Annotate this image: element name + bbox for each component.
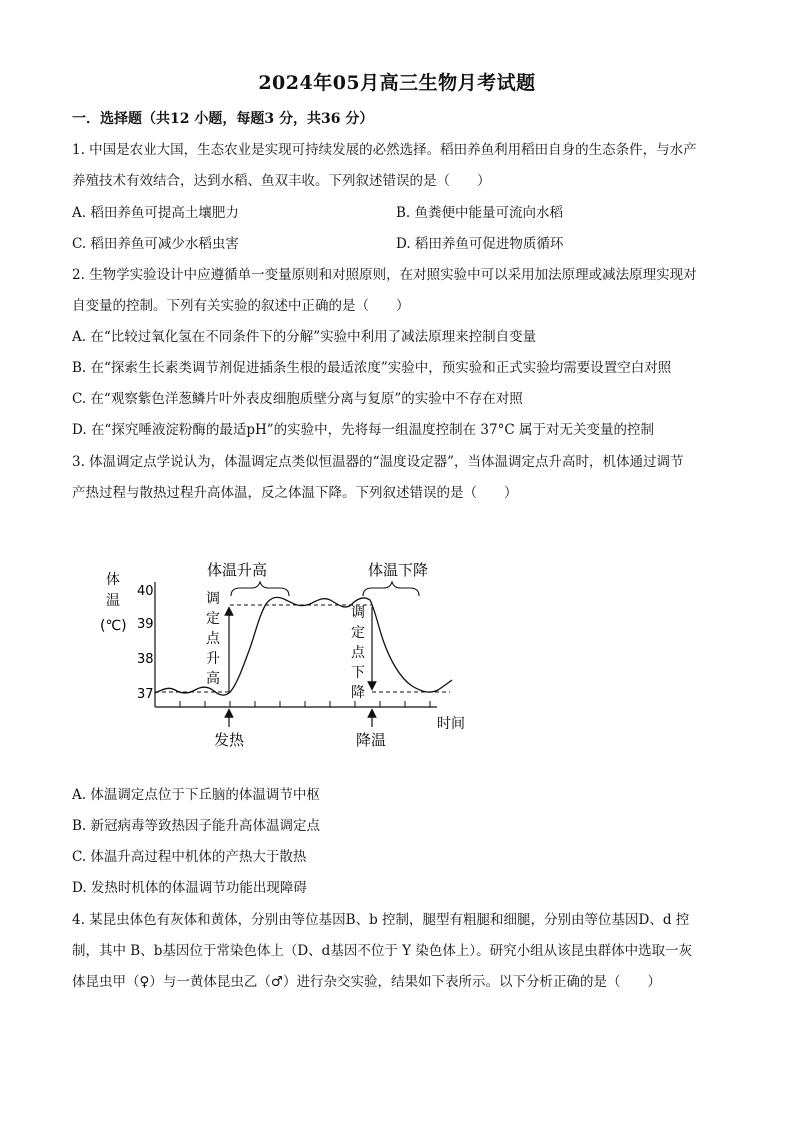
q3-option-b: B. 新冠病毒等致热因子能升高体温调定点 xyxy=(72,818,321,834)
setpoint-down-label xyxy=(351,605,366,701)
setpoint-down-char: 点 xyxy=(351,645,365,661)
y-unit-label: (℃) xyxy=(100,618,127,634)
q2-option-d: D. 在“探究唾液淀粉酶的最适pH”的实验中，先将每一组温度控制在 37°C 属于对无关变量的控制 xyxy=(72,422,654,438)
y-tick-38: 38 xyxy=(137,652,154,667)
q1-option-b: B. 鱼粪便中能量可流向水稻 xyxy=(396,205,564,221)
q4-stem-line1: 4. 某昆虫体色有灰体和黄体，分别由等位基因B、b 控制，腿型有粗腿和细腿，分别由等位基因D、d 控 xyxy=(72,912,690,928)
setpoint-up-char: 点 xyxy=(206,631,220,647)
q2-option-b: B. 在“探索生长素类调节剂促进插条生根的最适浓度”实验中，预实验和正式实验均需要设置空白对照 xyxy=(72,360,672,376)
section-header: 一．选择题（共12 小题，每题3 分，共36 分） xyxy=(72,111,374,127)
rise-brace xyxy=(231,582,289,596)
q3-option-d: D. 发热时机体的体温调节功能出现障碍 xyxy=(72,880,307,896)
q3-option-a: A. 体温调定点位于下丘脑的体温调节中枢 xyxy=(72,787,320,803)
q4-stem-line3: 体昆虫甲（♀）与一黄体昆虫乙（♂）进行杂交实验，结果如下表所示。以下分析正确的是（ ） xyxy=(72,974,661,990)
fall-brace-label: 体温下降 xyxy=(368,561,429,579)
x-axis-ticks xyxy=(180,701,430,707)
setpoint-up-char: 高 xyxy=(206,671,220,687)
setpoint-down-char: 降 xyxy=(351,685,365,701)
setpoint-up-label xyxy=(206,591,221,687)
y-label-char-2: 温 xyxy=(106,593,120,609)
q3-stem-line2: 产热过程与散热过程升高体温，反之体温下降。下列叙述错误的是（ ） xyxy=(72,485,518,501)
setpoint-up-char: 调 xyxy=(206,591,220,607)
y-tick-37: 37 xyxy=(137,687,154,702)
q1-stem-line2: 养殖技术有效结合，达到水稻、鱼双丰收。下列叙述错误的是（ ） xyxy=(72,173,491,189)
setpoint-down-char: 下 xyxy=(351,665,365,681)
y-label-char-1: 体 xyxy=(106,572,120,588)
y-tick-40: 40 xyxy=(137,584,154,599)
q1-option-d: D. 稻田养鱼可促进物质循环 xyxy=(396,236,564,252)
setpoint-up-char: 升 xyxy=(206,651,220,667)
q2-stem-line1: 2. 生物学实验设计中应遵循单一变量原则和对照原则，在对照实验中可以采用加法原理或减法原理实现对 xyxy=(72,267,697,283)
q3-option-c: C. 体温升高过程中机体的产热大于散热 xyxy=(72,849,307,865)
y-tick-39: 39 xyxy=(137,617,154,632)
x-axis-label: 时间 xyxy=(437,716,465,732)
fall-brace xyxy=(363,582,419,596)
page-title: 2024年05月高三生物月考试题 xyxy=(258,72,536,94)
q4-stem-line2: 制，其中 B、b基因位于常染色体上（D、d基因不位于 Y 染色体上）。研究小组从该昆虫群体中选取一灰 xyxy=(72,943,693,959)
temperature-curve xyxy=(155,597,452,695)
fever-marker-label: 发热 xyxy=(214,731,245,749)
setpoint-up-char: 定 xyxy=(206,611,220,627)
q2-stem-line2: 自变量的控制。下列有关实验的叙述中正确的是（ ） xyxy=(72,298,410,314)
q2-option-a: A. 在“比较过氧化氢在不同条件下的分解”实验中利用了减法原理来控制自变量 xyxy=(72,329,537,345)
rise-brace-label: 体温升高 xyxy=(207,561,268,579)
setpoint-down-char: 定 xyxy=(351,625,365,641)
q3-stem-line1: 3. 体温调定点学说认为，体温调定点类似恒温器的“温度设定器”，当体温调定点升高时，机体通过调节 xyxy=(72,454,684,470)
setpoint-down-char: 调 xyxy=(351,605,365,621)
cooling-marker-label: 降温 xyxy=(356,731,387,749)
q2-option-c: C. 在“观察紫色洋葱鳞片叶外表皮细胞质壁分离与复原”的实验中不存在对照 xyxy=(72,391,523,407)
q1-option-a: A. 稻田养鱼可提高土壤肥力 xyxy=(72,205,239,221)
q1-option-c: C. 稻田养鱼可减少水稻虫害 xyxy=(72,236,239,252)
q1-stem-line1: 1. 中国是农业大国，生态农业是实现可持续发展的必然选择。稻田养鱼利用稻田自身的生态条件，与水产 xyxy=(72,142,697,158)
